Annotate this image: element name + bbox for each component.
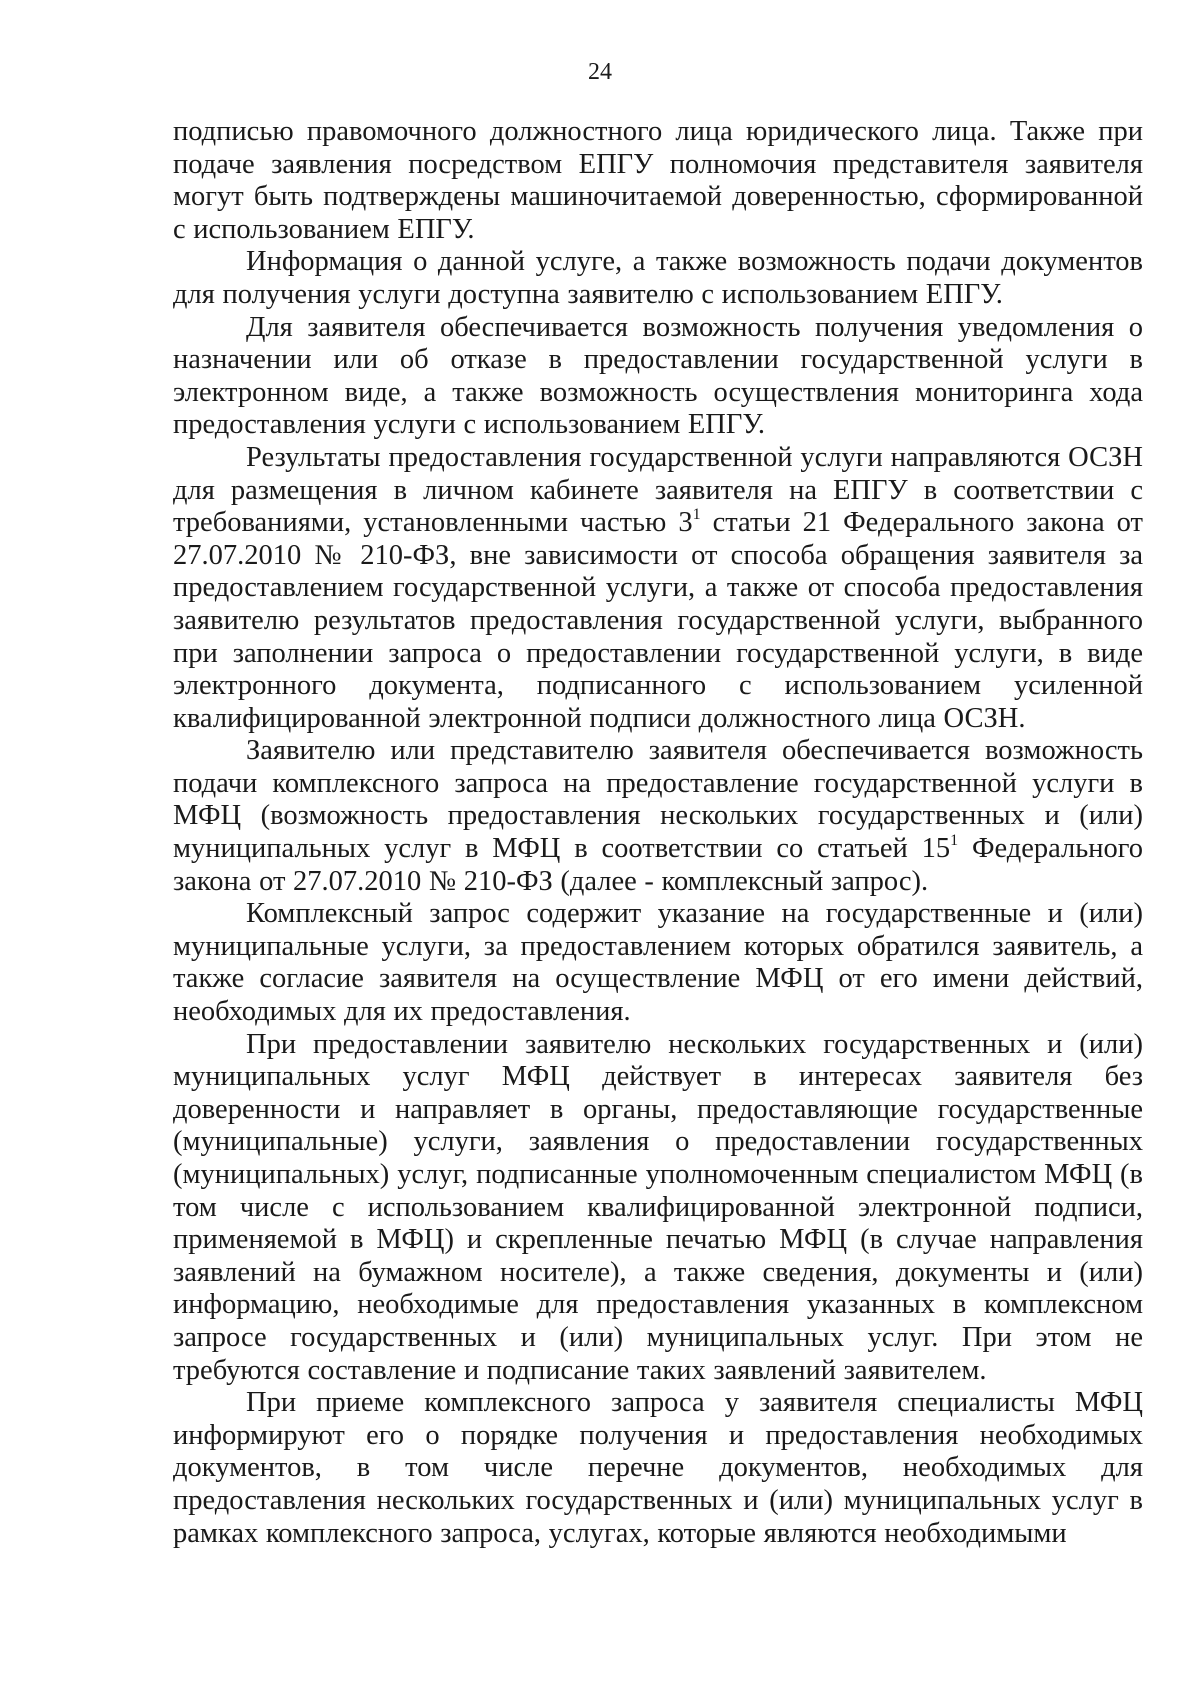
paragraph-text: Информация о данной услуге, а также возможность подачи документов для получения услуги доступна заявителю с использованием ЕПГУ. [173,246,1143,310]
paragraph-text: При приеме комплексного запроса у заявителя специалисты МФЦ информируют его о порядке получения и предоставления необходимых документов, в том числе перечне документов, необходимых для предоставления нескольких государственных и (или) муниципальных услуг в рамках комплексного запроса, услугах, которые являются необходимыми [173,1387,1143,1549]
paragraph-text: Комплексный запрос содержит указание на государственные и (или) муниципальные услуги, за предоставлением которых обратился заявитель, а также согласие заявителя на осуществление МФЦ от его имени действий, необходимых для их предоставления. [173,898,1143,1028]
paragraph-text: подписью правомочного должностного лица юридического лица. Также при подаче заявления посредством ЕПГУ полномочия представителя заявителя могут быть подтверждены машиночитаемой доверенностью, сформированной с использованием ЕПГУ. [173,116,1143,245]
footnote-superscript: 1 [692,506,701,524]
paragraph [173,898,1143,1028]
paragraph-text: При предоставлении заявителю нескольких государственных и (или) муниципальных услуг МФЦ действует в интересах заявителя без доверенности и направляет в органы, предоставляющие государственные (муниципальные) услуги, заявления о предоставлении государственных (муниципальных) услуг, подписанные уполномоченным специалистом МФЦ (в том числе с использованием квалифицированной электронной подписи, применяемой в МФЦ) и скрепленные печатью МФЦ (в случае направления заявлений на бумажном носителе), а также сведения, документы и (или) информацию, необходимые для предоставления указанных в комплексном запросе государственных и (или) муниципальных услуг. При этом не требуются составление и подписание таких заявлений заявителем. [173,1028,1143,1386]
paragraph [173,116,1143,246]
paragraph-text: Результаты предоставления государственной услуги направляются ОСЗН для размещения в личном кабинете заявителя на ЕПГУ в соответствии с требованиями, установленными частью 3 [173,441,1143,539]
paragraph-text: статьи 21 Федерального закона от 27.07.2010 № 210-ФЗ, вне зависимости от способа обращения заявителя за предоставлением государственной услуги, а также от способа предоставления заявителю результатов предоставления государственной услуги, выбранного при заполнении запроса о предоставлении государственной услуги, в виде электронного документа, подписанного с использованием усиленной квалифицированной электронной подписи должностного лица ОСЗН. [173,507,1143,734]
paragraph-text: Федерального закона от 27.07.2010 № 210-ФЗ (далее - комплексный запрос). [173,833,1143,897]
paragraph [173,1387,1143,1550]
paragraph [173,246,1143,311]
paragraph-text: Для заявителя обеспечивается возможность получения уведомления о назначении или об отказе в предоставлении государственной услуги в электронном виде, а также возможность осуществления мониторинга хода предоставления услуги с использованием ЕПГУ. [173,311,1143,441]
paragraph [173,312,1143,442]
paragraph [173,442,1143,735]
document-body [173,116,1143,1550]
page-number: 24 [588,59,612,85]
paragraph [173,735,1143,898]
paragraph [173,1029,1143,1388]
footnote-superscript: 1 [950,832,959,850]
paragraph-text: Заявителю или представителю заявителя обеспечивается возможность подачи комплексного запроса на предоставление государственной услуги в МФЦ (возможность предоставления нескольких государственных и (или) муниципальных услуг в МФЦ в соответствии со статьей 15 [173,735,1143,865]
